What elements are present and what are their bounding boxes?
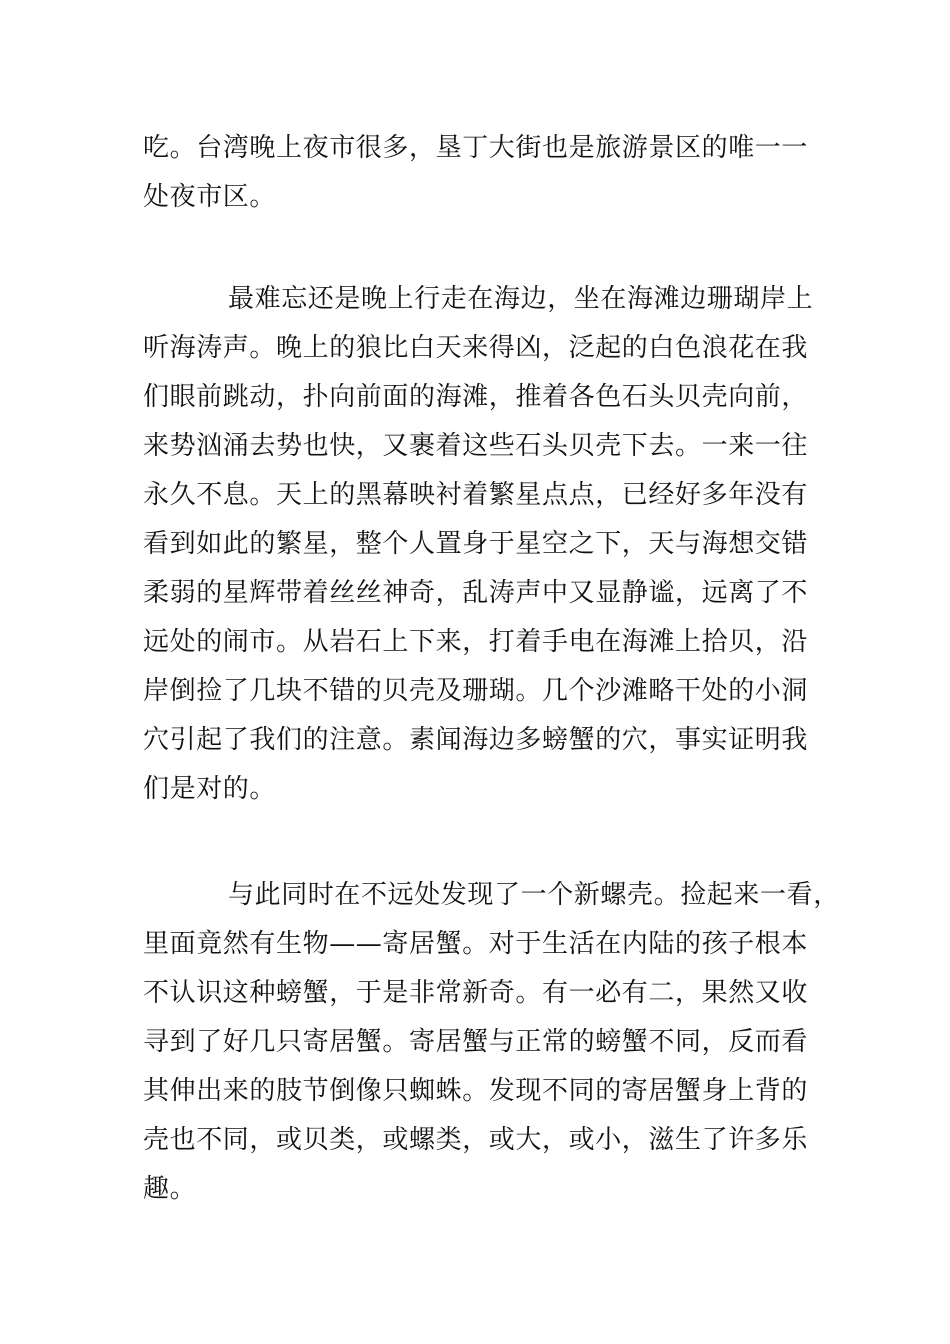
text-line: 永久不息。天上的黑幕映衬着繁星点点，已经好多年没有 bbox=[143, 480, 809, 510]
paragraph-3 bbox=[143, 871, 840, 1214]
text-line: 壳也不同，或贝类，或螺类，或大，或小，滋生了许多乐 bbox=[143, 1125, 809, 1155]
text-line: 远处的闹市。从岩石上下来，打着手电在海滩上拾贝，沿 bbox=[143, 627, 809, 657]
text-line: 与此同时在不远处发现了一个新螺壳。捡起来一看， bbox=[228, 880, 840, 910]
text-line: 寻到了好几只寄居蟹。寄居蟹与正常的螃蟹不同，反而看 bbox=[143, 1027, 809, 1057]
text-line: 趣。 bbox=[143, 1174, 197, 1204]
text-line: 们眼前跳动，扑向前面的海滩，推着各色石头贝壳向前， bbox=[143, 382, 809, 412]
text-line: 最难忘还是晚上行走在海边，坐在海滩边珊瑚岸上 bbox=[228, 284, 814, 314]
text-line: 听海涛声。晚上的狼比白天来得凶，泛起的白色浪花在我 bbox=[143, 333, 809, 363]
text-line: 柔弱的星辉带着丝丝神奇，乱涛声中又显静谧，远离了不 bbox=[143, 578, 809, 608]
text-line: 穴引起了我们的注意。素闻海边多螃蟹的穴，事实证明我 bbox=[143, 725, 809, 755]
text-line: 不认识这种螃蟹，于是非常新奇。有一必有二，果然又收 bbox=[143, 978, 809, 1008]
text-line: 处夜市区。 bbox=[143, 182, 277, 212]
text-line: 来势汹涌去势也快，又裹着这些石头贝壳下去。一来一往 bbox=[143, 431, 809, 461]
text-line: 吃。台湾晚上夜市很多，垦丁大街也是旅游景区的唯一一 bbox=[143, 133, 809, 163]
text-line: 其伸出来的肢节倒像只蜘蛛。发现不同的寄居蟹身上背的 bbox=[143, 1076, 809, 1106]
text-line: 岸倒捡了几块不错的贝壳及珊瑚。几个沙滩略干处的小洞 bbox=[143, 676, 809, 706]
text-line: 们是对的。 bbox=[143, 774, 277, 804]
text-line: 里面竟然有生物——寄居蟹。对于生活在内陆的孩子根本 bbox=[143, 929, 809, 959]
paragraph-2 bbox=[143, 275, 813, 814]
text-line: 看到如此的繁星，整个人置身于星空之下，天与海想交错 bbox=[143, 529, 809, 559]
paragraph-1 bbox=[143, 124, 813, 222]
